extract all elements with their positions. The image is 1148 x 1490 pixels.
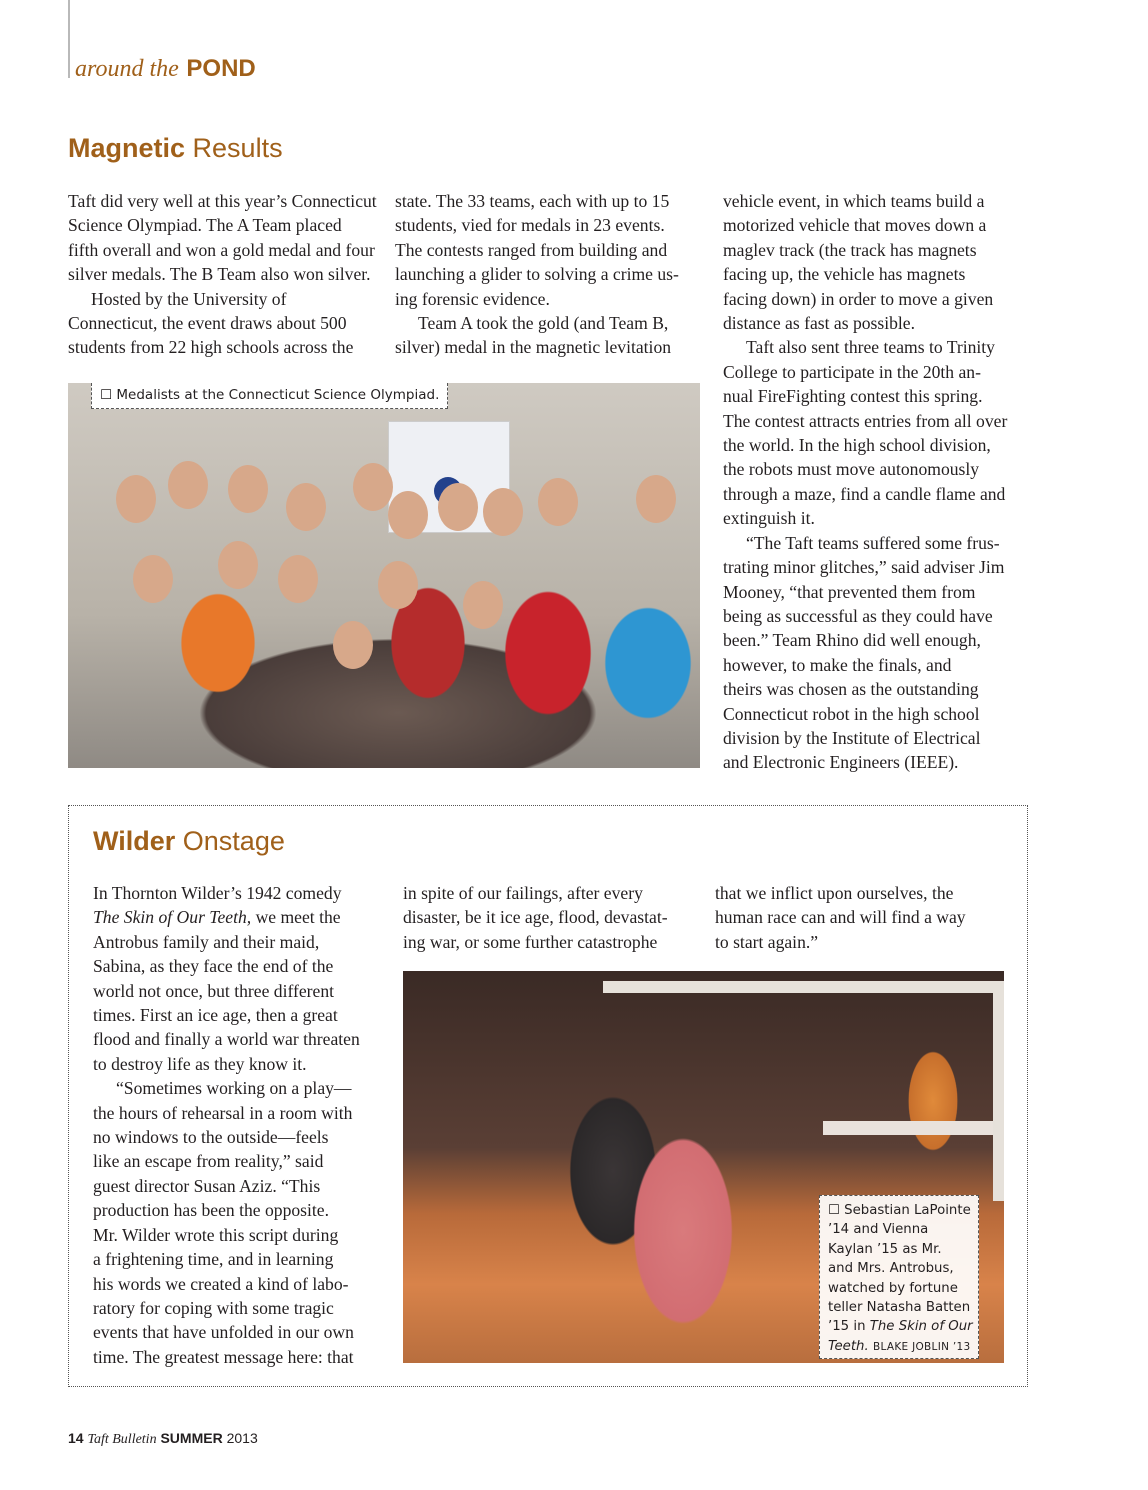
article1-column-3 (723, 189, 1007, 775)
article2-column-2 (403, 881, 668, 954)
text-line: vehicle event, in which teams build a (723, 191, 985, 211)
text-line: Taft did very well at this year’s Connecticut (68, 191, 377, 211)
text-line: trating minor glitches,” said adviser Jim (723, 557, 1005, 578)
text-line: maglev track (the track has magnets (723, 239, 977, 260)
text-line: nual FireFighting contest this spring. (723, 386, 983, 407)
text-line: human race can and will find a way (715, 907, 966, 928)
text-line: Mr. Wilder wrote this script during (93, 1224, 339, 1245)
text-line: extinguish it. (723, 508, 815, 529)
text-line: Connecticut robot in the high school (723, 703, 980, 724)
text-line: times. First an ice age, then a great (93, 1005, 338, 1026)
photo-caption: ☐ Medalists at the Connecticut Science Olympiad. (91, 383, 448, 409)
text-line: silver) medal in the magnetic levitation (395, 337, 672, 358)
text-line: Sabina, as they face the end of the (93, 956, 334, 977)
set-fence (823, 1121, 993, 1135)
text-line: distance as fast as possible. (723, 313, 916, 334)
text-line: launching a glider to solving a crime us- (395, 264, 679, 285)
text-line: motorized vehicle that moves down a (723, 215, 987, 236)
text-line: division by the Institute of Electrical (723, 727, 981, 748)
caption-line: ☐ Sebastian LaPointe (828, 1203, 971, 1218)
text-line: In Thornton Wilder’s 1942 comedy (93, 883, 342, 903)
caption-text: ’15 in (828, 1319, 870, 1335)
text-line: like an escape from reality,” said (93, 1151, 324, 1172)
text-line: that we inflict upon ourselves, the (715, 883, 954, 903)
text-line: his words we created a kind of labo- (93, 1273, 349, 1294)
text-line: however, to make the finals, and (723, 654, 952, 675)
text-line: The contest attracts entries from all over (723, 410, 1008, 431)
text-line: in spite of our failings, after every (403, 883, 643, 903)
issue-year: 2013 (226, 1430, 258, 1446)
margin-rule (68, 0, 70, 78)
heading-bold: Magnetic (68, 133, 186, 163)
caption-line (828, 1337, 978, 1357)
text-line: ing forensic evidence. (395, 288, 550, 309)
text-line: being as successful as they could have (723, 605, 993, 626)
article1-heading (68, 133, 283, 164)
group-figures (68, 383, 700, 768)
set-frame (603, 981, 1003, 993)
caption-line: and Mrs. Antrobus, (828, 1261, 954, 1277)
text-line: ratory for coping with some tragic (93, 1297, 334, 1318)
heading-regular: Results (192, 133, 283, 163)
text-line: The contests ranged from building and (395, 239, 668, 260)
caption-line: watched by fortune (828, 1280, 958, 1296)
text-line (93, 905, 360, 929)
caption-title: Teeth. (828, 1338, 869, 1354)
article1-column-2 (395, 189, 679, 360)
article2-column-3 (715, 881, 966, 954)
publication-name: Taft Bulletin (87, 1432, 157, 1447)
text-line: Antrobus family and their maid, (93, 931, 320, 952)
text-line: world not once, but three different (93, 980, 335, 1001)
section-tag-bold: POND (186, 55, 256, 82)
page-number: 14 (68, 1430, 84, 1446)
page-footer (68, 1430, 258, 1448)
text-line: students, vied for medals in 23 events. (395, 215, 665, 236)
text-line: state. The 33 teams, each with up to 15 (395, 191, 670, 211)
issue-season: SUMMER (160, 1430, 223, 1446)
text-line: theirs was chosen as the outstanding (723, 679, 979, 700)
text-line: guest director Susan Aziz. “This (93, 1175, 321, 1196)
text-line: Team A took the gold (and Team B, (418, 313, 669, 334)
text-line: a frightening time, and in learning (93, 1249, 334, 1270)
text-line: Science Olympiad. The A Team placed (68, 215, 342, 236)
text-line: fifth overall and won a gold medal and four (68, 239, 375, 260)
photo-caption (819, 1195, 979, 1359)
text-line: to destroy life as they know it. (93, 1053, 307, 1074)
text-line: facing down) in order to move a given (723, 288, 994, 309)
text-line: “The Taft teams suffered some frus- (746, 532, 1000, 553)
photo-credit: BLAKE JOBLIN ’13 (872, 1340, 971, 1353)
text-line: Connecticut, the event draws about 500 (68, 313, 347, 334)
text-segment: we meet the (251, 907, 341, 928)
play-scene-photo (403, 971, 1004, 1363)
text-line: the world. In the high school division, (723, 435, 991, 456)
section-tag-italic: around the (75, 56, 179, 82)
text-line: no windows to the outside—feels (93, 1127, 329, 1148)
text-line: time. The greatest message here: that (93, 1346, 354, 1367)
text-line: through a maze, find a candle flame and (723, 483, 1006, 504)
article1-column-1 (68, 189, 377, 360)
text-line: Taft also sent three teams to Trinity (746, 337, 995, 358)
text-line: ing war, or some further catastrophe (403, 931, 658, 952)
text-line: Mooney, “that prevented them from (723, 581, 976, 602)
text-line: production has been the opposite. (93, 1200, 329, 1221)
caption-title: The Skin of Our (869, 1319, 973, 1335)
text-line: the hours of rehearsal in a room with (93, 1102, 353, 1123)
text-line: silver medals. The B Team also won silver. (68, 264, 371, 285)
set-frame-post (993, 981, 1004, 1201)
text-line: events that have unfolded in our own (93, 1322, 354, 1343)
article2-heading (93, 826, 285, 857)
text-line: facing up, the vehicle has magnets (723, 264, 966, 285)
text-line: and Electronic Engineers (IEEE). (723, 752, 959, 773)
text-line: the robots must move autonomously (723, 459, 980, 480)
text-line: flood and finally a world war threaten (93, 1029, 360, 1050)
caption-line (828, 1317, 978, 1336)
text-line: disaster, be it ice age, flood, devastat- (403, 907, 668, 928)
text-line: students from 22 high schools across the (68, 337, 354, 358)
text-line: College to participate in the 20th an- (723, 361, 981, 382)
text-line: been.” Team Rhino did well enough, (723, 630, 981, 651)
text-line: “Sometimes working on a play— (116, 1078, 352, 1099)
article2-column-1 (93, 881, 360, 1369)
section-tag (75, 54, 256, 83)
heading-regular: Onstage (182, 826, 285, 856)
caption-line: ’14 and Vienna (828, 1222, 929, 1238)
olympiad-medalists-photo (68, 383, 700, 768)
text-line: to start again.” (715, 931, 819, 952)
heading-bold: Wilder (93, 826, 176, 856)
caption-line: Kaylan ’15 as Mr. (828, 1241, 942, 1257)
caption-line: teller Natasha Batten (828, 1300, 971, 1316)
title-italic: The Skin of Our Teeth, (93, 907, 252, 928)
text-line: Hosted by the University of (91, 288, 287, 309)
